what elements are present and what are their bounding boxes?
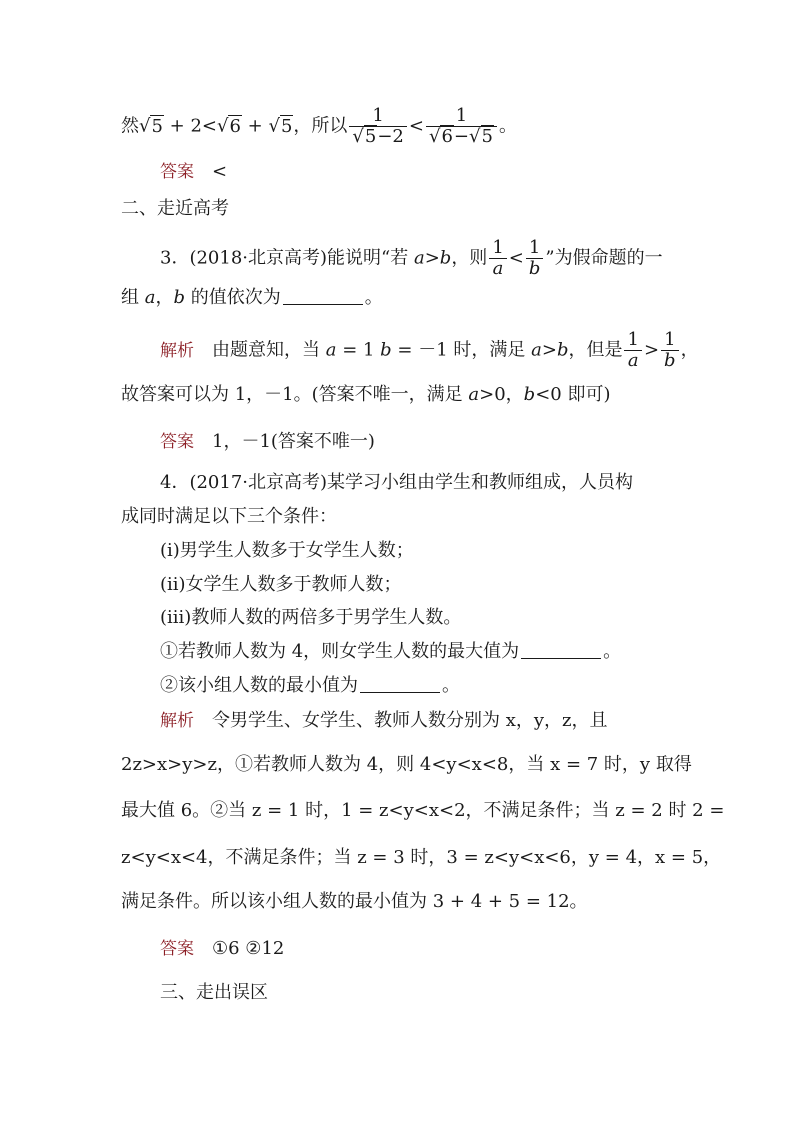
solution-4-line-3: 最大值 6。②当 z = 1 时，1 = z<y<x<2，不满足条件；当 z = 2 时 2 = — [121, 800, 725, 821]
sqrt-6: √6 — [217, 115, 241, 137]
answer-3: 答案 1，－1(答案不唯一) — [160, 431, 375, 452]
solution-4-line-4: z<y<x<4，不满足条件；当 z = 3 时，3 = z<y<x<6，y = 4，x = 5， — [121, 847, 722, 868]
answer-blank — [283, 288, 363, 305]
condition-2: (ⅱ)女学生人数多于教师人数； — [160, 574, 402, 595]
answer-1: 答案 < — [160, 161, 228, 182]
question-4-line-1: 4．(2017·北京高考)某学习小组由学生和教师组成，人员构 — [160, 472, 634, 493]
answer-4: 答案 ①6 ②12 — [160, 938, 285, 959]
answer-label: 答案 — [160, 162, 194, 182]
answer-blank — [521, 642, 601, 659]
section-heading-2: 二、走近高考 — [121, 198, 229, 219]
jiexi-label: 解析 — [160, 340, 194, 361]
fraction-1-over-b: $\frac{1}{b}$ — [526, 238, 544, 279]
fraction-1-over-b: $\frac{1}{b}$ — [661, 330, 679, 371]
question-3-line-2: 组 a，b 的值依次为 。 — [121, 287, 383, 308]
sqrt-5: √5 — [139, 115, 163, 137]
condition-3: (ⅲ)教师人数的两倍多于男学生人数。 — [160, 607, 462, 628]
solution-4-line-5: 满足条件。所以该小组人数的最小值为 3 + 4 + 5 = 12。 — [121, 891, 588, 912]
solution-4-line-1: 解析 令男学生、女学生、教师人数分别为 x，y，z，且 — [160, 710, 608, 731]
fraction-1-over-a: $\frac{1}{a}$ — [624, 330, 641, 371]
part-1: ①若教师人数为 4，则女学生人数的最大值为 。 — [160, 641, 622, 662]
fraction-right: $\frac{1}{√6-√5}$ — [426, 106, 497, 147]
solution-3-line-1: 解析 由题意知，当 a = 1 b = －1 时，满足 a>b，但是 $\frac{1}{a}$ > $\frac{1}{b}$ ， — [160, 329, 699, 371]
condition-1: (ⅰ)男学生人数多于女学生人数； — [160, 540, 414, 561]
fraction-1-over-a: $\frac{1}{a}$ — [489, 238, 506, 279]
question-4-line-2: 成同时满足以下三个条件： — [121, 506, 337, 527]
solution-4-line-2: 2z>x>y>z，①若教师人数为 4，则 4<y<x<8，当 x = 7 时，y 取得 — [121, 754, 692, 775]
part-2: ②该小组人数的最小值为 。 — [160, 675, 460, 696]
text: 然 — [121, 115, 139, 137]
section-heading-3: 三、走出误区 — [160, 982, 268, 1003]
answer-blank — [360, 676, 440, 693]
inequality-line: 然√5 + 2<√6 + √5，所以 $\frac{1}{√5-2}$ < $\frac{1}{√6-√5}$ 。 — [121, 105, 517, 147]
solution-3-line-2: 故答案可以为 1，－1。(答案不唯一，满足 a>0，b<0 即可) — [121, 384, 611, 405]
sqrt-5: √5 — [268, 115, 293, 137]
fraction-left: $\frac{1}{√5-2}$ — [349, 106, 406, 147]
question-3-line-1: 3．(2018·北京高考)能说明“若 a>b，则 $\frac{1}{a}$ < $\frac{1}{b}$ ”为假命题的一 — [160, 237, 663, 279]
